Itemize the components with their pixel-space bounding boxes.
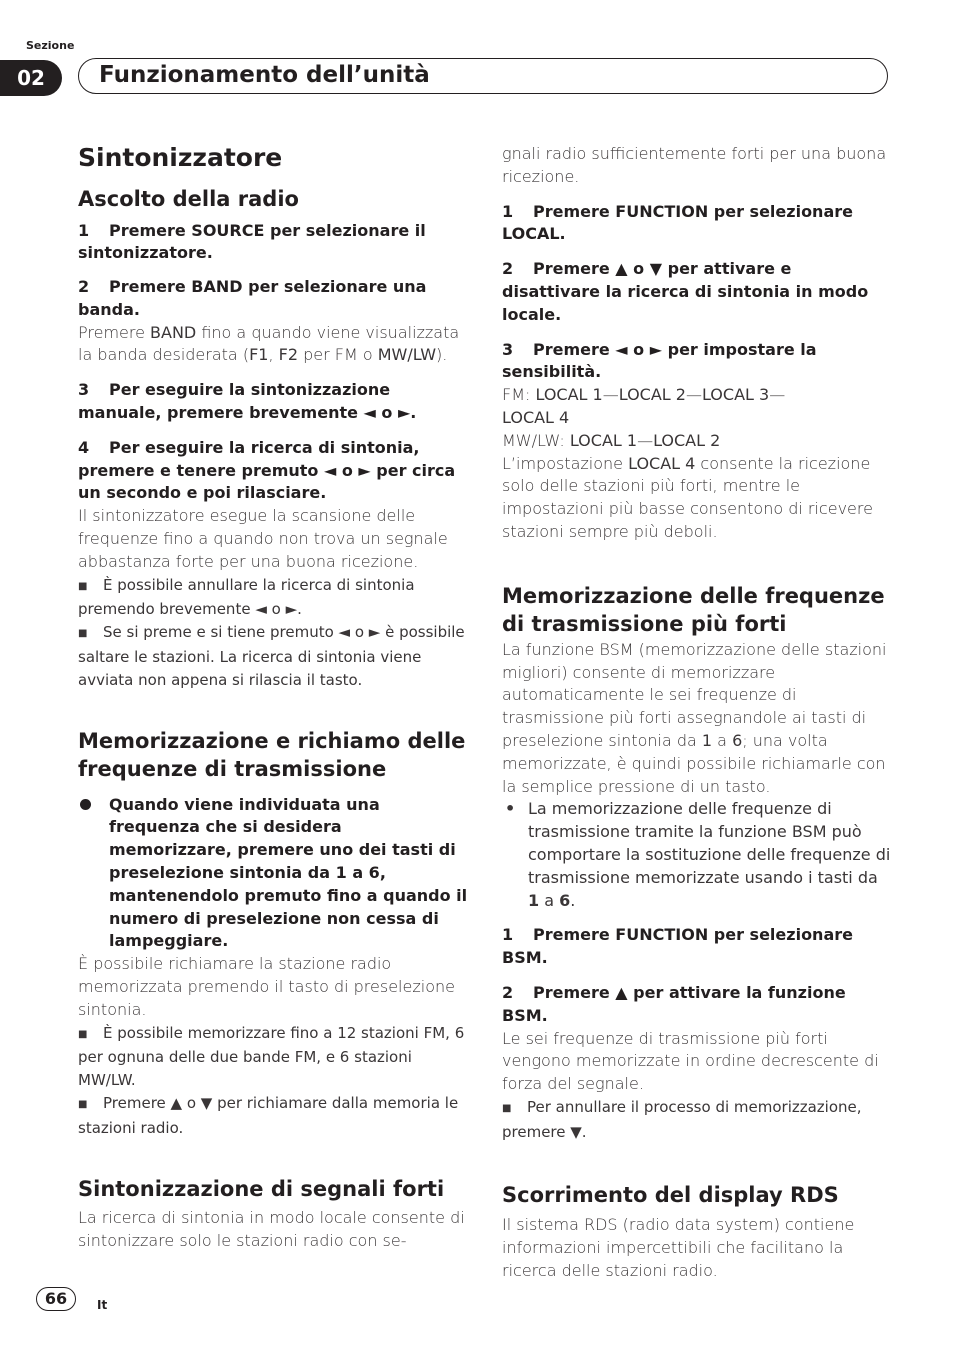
step-text: Premere ▲ per attivare la funzione BSM. xyxy=(502,982,846,1025)
step-text: Per eseguire la sintonizzazione manuale, premere brevemente ◄ o ►. xyxy=(78,380,417,423)
step-number: 1 xyxy=(78,220,90,240)
mw-levels xyxy=(502,430,894,453)
paragraph-scan: Il sintonizzatore esegue la scansione delle frequenze fino a quando non trova un segnale abbastanza forte per una buona ricezione. xyxy=(78,506,448,571)
step-2 xyxy=(78,276,468,322)
note-item xyxy=(78,574,468,622)
heading-bsm: Memorizzazione delle frequenze di trasmissione più forti xyxy=(502,583,885,637)
text-bold: LOCAL 2 xyxy=(618,385,686,405)
step-text: Premere SOURCE per selezionare il sintonizzatore. xyxy=(78,220,426,263)
note-item xyxy=(78,1022,468,1092)
note-text: È possibile memorizzare fino a 12 stazioni FM, 6 per ognuna delle due bande FM, e 6 stazioni MW/LW. xyxy=(78,1023,465,1090)
text-bold: LOCAL 1 xyxy=(569,430,638,450)
heading-ascolto-radio: Ascolto della radio xyxy=(78,187,299,211)
note-text: Per annullare il processo di memorizzazione, premere ▼. xyxy=(502,1097,862,1141)
page-number: 66 xyxy=(36,1287,76,1311)
step-number: 2 xyxy=(502,259,514,279)
text: ). xyxy=(436,345,448,365)
text: La memorizzazione delle frequenze di trasmissione tramite la funzione BSM può comportare la sostituzione delle frequenze di trasmissione memorizzate usando i tasti da xyxy=(528,799,891,887)
text: . xyxy=(570,890,576,910)
step-number: 1 xyxy=(502,925,514,945)
bullet-item xyxy=(78,794,468,954)
step-3 xyxy=(502,339,894,385)
paragraph-rds: Il sistema RDS (radio data system) contiene informazioni impercettibili che facilitano la ricerca delle stazioni radio. xyxy=(502,1214,855,1280)
bullet-dot-icon: • xyxy=(505,799,516,819)
section-number-badge: 02 xyxy=(0,60,62,96)
step-text: Premere FUNCTION per selezionare LOCAL. xyxy=(502,201,853,244)
text-bold: F1 xyxy=(249,345,269,365)
section-label: Sezione xyxy=(26,39,75,52)
step-number: 1 xyxy=(502,201,514,221)
text: consente la ricezione solo delle stazioni più forti, mentre le impostazioni più basse consentono di ricevere stazioni sempre più deboli. xyxy=(502,453,873,541)
paragraph-bsm-result: Le sei frequenze di trasmissione più forti vengono memorizzate in ordine decrescente di forza del segnale. xyxy=(502,1028,879,1094)
text: a xyxy=(712,730,733,750)
heading-rds: Scorrimento del display RDS xyxy=(502,1183,839,1208)
text-bold: LOCAL 2 xyxy=(653,430,721,450)
note-text: Se si preme e si tiene premuto ◄ o ► è possibile saltare le stazioni. La ricerca di sintonia viene avviata non appena si rilascia il tasto. xyxy=(78,623,465,689)
note-text: È possibile annullare la ricerca di sintonia premendo brevemente ◄ o ►. xyxy=(78,575,415,619)
text: — xyxy=(685,385,702,405)
text: La funzione BSM (memorizzazione delle stazioni migliori) consente di memorizzare automaticamente le sei frequenze di trasmissione più forti assegnandole ai tasti di preselezione sintonia da xyxy=(502,639,887,750)
text: — xyxy=(602,385,619,405)
text: FM: xyxy=(502,385,536,405)
text-bold: 6 xyxy=(559,890,571,910)
step-1 xyxy=(78,220,468,266)
square-bullet-icon: ■ xyxy=(78,1028,88,1040)
step-number: 2 xyxy=(502,982,514,1002)
step-text: Premere ◄ o ► per impostare la sensibilità. xyxy=(502,339,817,382)
bullet-item xyxy=(502,798,894,912)
step-3 xyxy=(78,379,468,425)
text-bold: F2 xyxy=(278,345,299,365)
text: L’impostazione xyxy=(502,453,629,473)
step-text: Premere FUNCTION per selezionare BSM. xyxy=(502,925,853,968)
note-item xyxy=(78,1092,468,1140)
paragraph-recall: È possibile richiamare la stazione radio memorizzata premendo il tasto di preselezione sintonia. xyxy=(78,954,455,1019)
text-bold: 1 xyxy=(701,730,713,750)
text-bold: LOCAL 4 xyxy=(502,407,570,427)
square-bullet-icon: ■ xyxy=(78,628,88,640)
text: — xyxy=(637,430,654,450)
step-4 xyxy=(78,437,468,505)
step-text: Premere BAND per selezionare una banda. xyxy=(78,277,427,319)
language-code: It xyxy=(97,1298,108,1312)
section-title-banner xyxy=(78,58,888,94)
step-2 xyxy=(502,258,894,326)
step-2 xyxy=(502,982,894,1028)
section-title: Funzionamento dell’unità xyxy=(99,62,430,88)
round-bullet-icon xyxy=(80,799,91,810)
step-text: Per eseguire la ricerca di sintonia, premere e tenere premuto ◄ o ► per circa un secondo e poi rilasciare. xyxy=(78,437,456,503)
paragraph-bsm xyxy=(502,639,894,799)
text-bold: LOCAL 3 xyxy=(701,385,770,405)
text: — xyxy=(769,385,786,405)
paragraph-local: La ricerca di sintonia in modo locale consente di sintonizzare solo le stazioni radio con se- xyxy=(78,1208,465,1250)
text: , xyxy=(268,345,279,365)
text-bold: 1 xyxy=(528,890,540,910)
paragraph-local4 xyxy=(502,453,894,544)
paragraph-band xyxy=(78,322,468,368)
note-text: Premere ▲ o ▼ per richiamare dalla memoria le stazioni radio. xyxy=(78,1094,459,1137)
bullet-text: Quando viene individuata una frequenza che si desidera memorizzare, premere uno dei tasti di preselezione sintonia da 1 a 6, mantenendolo premuto fino a quando il numero di preselezione non cessa di lampeggiare. xyxy=(109,794,468,951)
paragraph-continued: gnali radio sufficientemente forti per una buona ricezione. xyxy=(502,144,887,186)
square-bullet-icon: ■ xyxy=(78,1099,88,1110)
text: fino a quando viene visualizzata la banda desiderata ( xyxy=(78,322,460,365)
step-number: 4 xyxy=(78,437,90,457)
text-bold: LOCAL 1 xyxy=(535,385,603,405)
left-column xyxy=(78,141,468,1253)
text-bold: LOCAL 4 xyxy=(628,453,696,473)
step-number: 2 xyxy=(78,277,90,297)
page-title: Sintonizzatore xyxy=(78,143,283,172)
fm-levels xyxy=(502,384,894,430)
text: a xyxy=(539,890,560,910)
heading-segnali-forti: Sintonizzazione di segnali forti xyxy=(78,1176,445,1201)
text-bold: BAND xyxy=(150,322,197,342)
text-bold: MW/LW xyxy=(377,345,437,365)
step-1 xyxy=(502,924,894,970)
right-column xyxy=(502,143,894,1282)
note-item xyxy=(502,1096,894,1144)
step-1 xyxy=(502,201,894,247)
text: MW/LW: xyxy=(502,430,570,450)
square-bullet-icon: ■ xyxy=(78,580,88,592)
text: ; una volta memorizzate, è quindi possibile richiamarle con la semplice pressione di un tasto. xyxy=(502,730,886,796)
square-bullet-icon: ■ xyxy=(502,1102,512,1114)
step-number: 3 xyxy=(78,380,90,400)
step-number: 3 xyxy=(502,339,514,359)
text-bold: 6 xyxy=(732,730,743,750)
note-item xyxy=(78,621,468,691)
text: Premere xyxy=(78,322,151,342)
heading-memorizzazione: Memorizzazione e richiamo delle frequenze di trasmissione xyxy=(78,728,466,782)
step-text: Premere ▲ o ▼ per attivare e disattivare la ricerca di sintonia in modo locale. xyxy=(502,259,869,324)
text: per FM o xyxy=(298,345,378,365)
